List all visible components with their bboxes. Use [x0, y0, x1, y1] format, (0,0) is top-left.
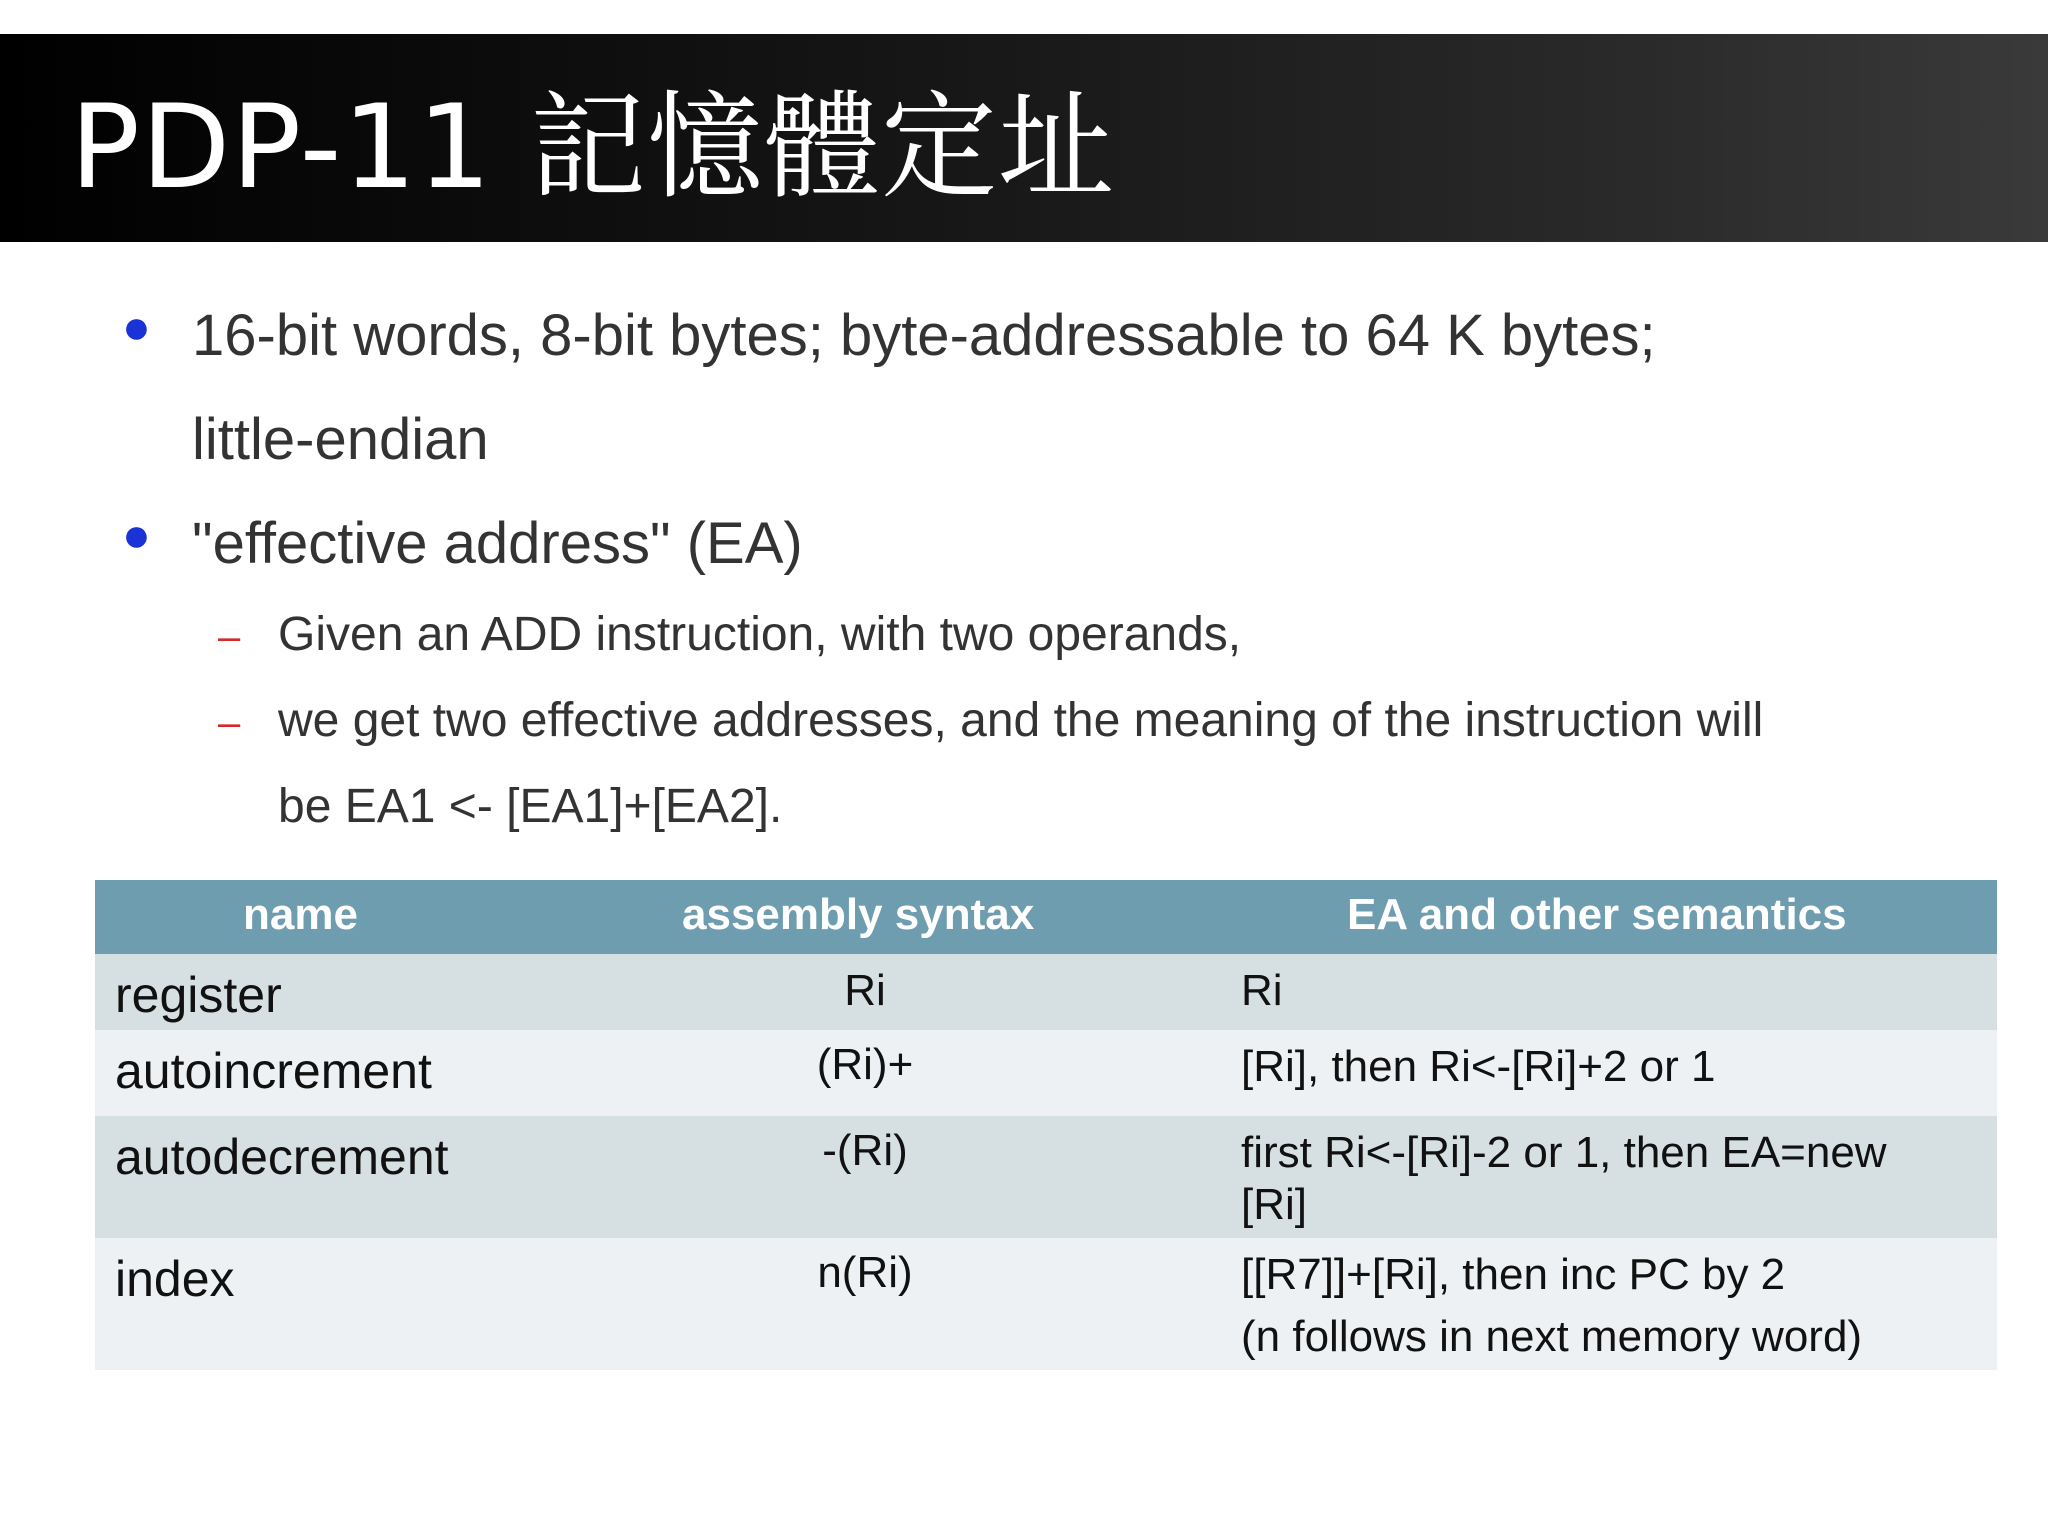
cell-semantics-line-1: first Ri<-[Ri]-2 or 1, then EA=new — [1241, 1128, 1887, 1177]
cell-semantics-line-1: [[R7]]+[Ri], then inc PC by 2 — [1241, 1250, 1786, 1299]
subitem-2-line-2: be EA1 <- [EA1]+[EA2]. — [278, 780, 783, 833]
cell-syntax: -(Ri) — [822, 1126, 908, 1175]
cell-semantics-line-2: (n follows in next memory word) — [1241, 1312, 1863, 1361]
column-header-syntax: assembly syntax — [682, 890, 1035, 939]
cell-name: autoincrement — [115, 1043, 432, 1099]
bullet-2-line-1: "effective address" (EA) — [192, 511, 803, 576]
column-header-semantics: EA and other semantics — [1347, 890, 1847, 939]
subitem-2-line-1: we get two effective addresses, and the meaning of the instruction will — [278, 694, 1764, 747]
column-header-name: name — [243, 890, 358, 939]
subitem-1: Given an ADD instruction, with two operands, — [278, 608, 1242, 661]
cell-semantics-line-2: [Ri] — [1241, 1180, 1307, 1229]
cell-name: index — [115, 1251, 235, 1307]
bullet-1-line-1: 16-bit words, 8-bit bytes; byte-addressable to 64 K bytes; — [192, 303, 1656, 368]
cell-syntax: Ri — [844, 966, 886, 1015]
table-row — [95, 1116, 1997, 1238]
table-header — [95, 880, 1997, 954]
bullet-1-line-2: little-endian — [192, 407, 489, 472]
cell-syntax: n(Ri) — [817, 1248, 913, 1297]
cell-name: autodecrement — [115, 1129, 449, 1185]
cell-syntax: (Ri)+ — [816, 1040, 914, 1089]
slide-title: PDP-11 記憶體定址 — [70, 80, 1116, 215]
table-row — [95, 1238, 1997, 1370]
cell-name: register — [115, 967, 282, 1023]
table-row — [95, 1030, 1997, 1116]
addressing-modes-table — [95, 880, 1997, 1370]
cell-semantics: Ri — [1241, 966, 1283, 1015]
bullet-dot-icon: ● — [122, 509, 151, 562]
cell-semantics: [Ri], then Ri<-[Ri]+2 or 1 — [1241, 1042, 1716, 1091]
table-row — [95, 954, 1997, 1030]
bullet-dot-icon: ● — [122, 301, 151, 354]
dash-icon: – — [218, 615, 241, 659]
title-bar — [0, 34, 2048, 242]
dash-icon: – — [218, 701, 241, 745]
